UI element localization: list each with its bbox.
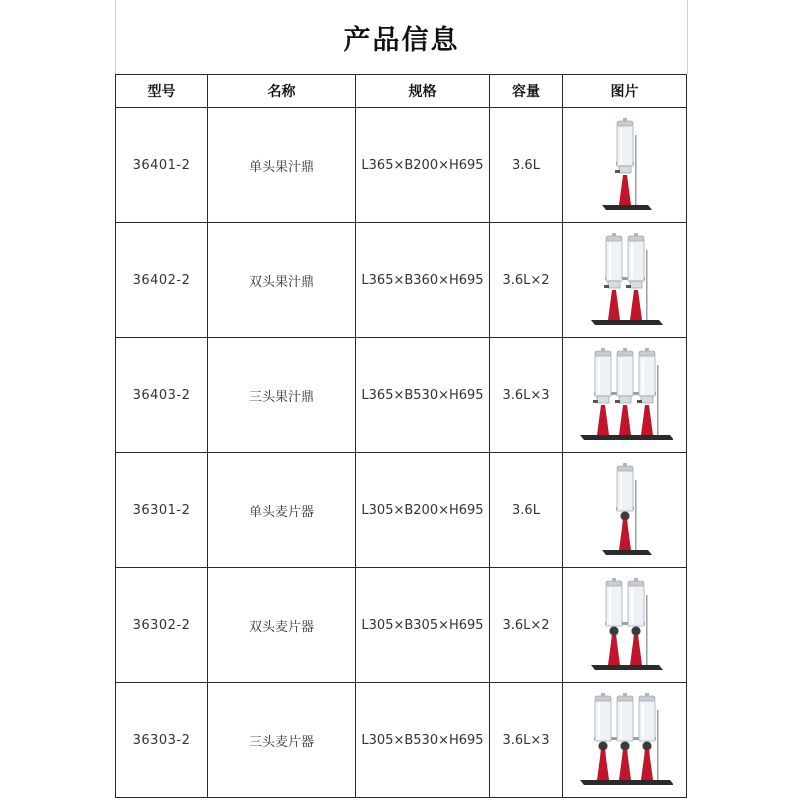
dispenser-unit xyxy=(606,578,622,665)
cell-spec: L365×B200×H695 xyxy=(356,108,490,223)
cell-capacity: 3.6L×3 xyxy=(490,683,563,798)
cell-model: 36302-2 xyxy=(116,568,208,683)
header-row xyxy=(116,75,687,108)
dispenser-unit xyxy=(615,118,633,205)
cell-spec: L305×B200×H695 xyxy=(356,453,490,568)
cell-picture xyxy=(563,108,687,223)
cell-picture xyxy=(563,453,687,568)
cell-name: 双头麦片器 xyxy=(208,568,356,683)
cell-model: 36401-2 xyxy=(116,108,208,223)
cell-capacity: 3.6L xyxy=(490,108,563,223)
cell-capacity: 3.6L×2 xyxy=(490,568,563,683)
dispenser-image xyxy=(577,115,673,215)
dispenser-unit xyxy=(617,693,633,780)
header-spec: 规格 xyxy=(356,75,490,108)
product-table xyxy=(115,74,687,798)
dispenser-unit xyxy=(595,693,611,780)
dispenser-unit xyxy=(617,463,633,550)
header-picture: 图片 xyxy=(563,75,687,108)
dispenser-unit xyxy=(593,348,611,435)
dispenser-image xyxy=(577,230,673,330)
header-capacity: 容量 xyxy=(490,75,563,108)
dispenser-image xyxy=(577,460,673,560)
cell-spec: L305×B530×H695 xyxy=(356,683,490,798)
cell-model: 36303-2 xyxy=(116,683,208,798)
header-name: 名称 xyxy=(208,75,356,108)
cell-picture xyxy=(563,683,687,798)
cell-spec: L365×B360×H695 xyxy=(356,223,490,338)
cell-name: 单头果汁鼎 xyxy=(208,108,356,223)
table-row xyxy=(116,683,687,798)
cell-name: 双头果汁鼎 xyxy=(208,223,356,338)
cell-name: 三头麦片器 xyxy=(208,683,356,798)
cell-capacity: 3.6L×2 xyxy=(490,223,563,338)
cell-spec: L305×B305×H695 xyxy=(356,568,490,683)
dispenser-unit xyxy=(604,233,622,320)
dispenser-unit xyxy=(615,348,633,435)
cell-picture xyxy=(563,338,687,453)
dispenser-image xyxy=(577,690,673,790)
title-row xyxy=(115,0,688,74)
cell-picture xyxy=(563,223,687,338)
cell-name: 三头果汁鼎 xyxy=(208,338,356,453)
cell-capacity: 3.6L×3 xyxy=(490,338,563,453)
cell-model: 36403-2 xyxy=(116,338,208,453)
dispenser-unit xyxy=(628,578,644,665)
product-sheet xyxy=(115,0,686,800)
dispenser-image xyxy=(577,345,673,445)
cell-name: 单头麦片器 xyxy=(208,453,356,568)
table-row xyxy=(116,338,687,453)
cell-capacity: 3.6L xyxy=(490,453,563,568)
table-row xyxy=(116,108,687,223)
dispenser-image xyxy=(577,575,673,675)
cell-picture xyxy=(563,568,687,683)
cell-spec: L365×B530×H695 xyxy=(356,338,490,453)
dispenser-unit xyxy=(637,348,655,435)
table-row xyxy=(116,568,687,683)
page-title: 产品信息 xyxy=(343,24,460,56)
dispenser-unit xyxy=(626,233,644,320)
cell-model: 36301-2 xyxy=(116,453,208,568)
table-row xyxy=(116,453,687,568)
table-row xyxy=(116,223,687,338)
cell-model: 36402-2 xyxy=(116,223,208,338)
dispenser-unit xyxy=(639,693,655,780)
header-model: 型号 xyxy=(116,75,208,108)
